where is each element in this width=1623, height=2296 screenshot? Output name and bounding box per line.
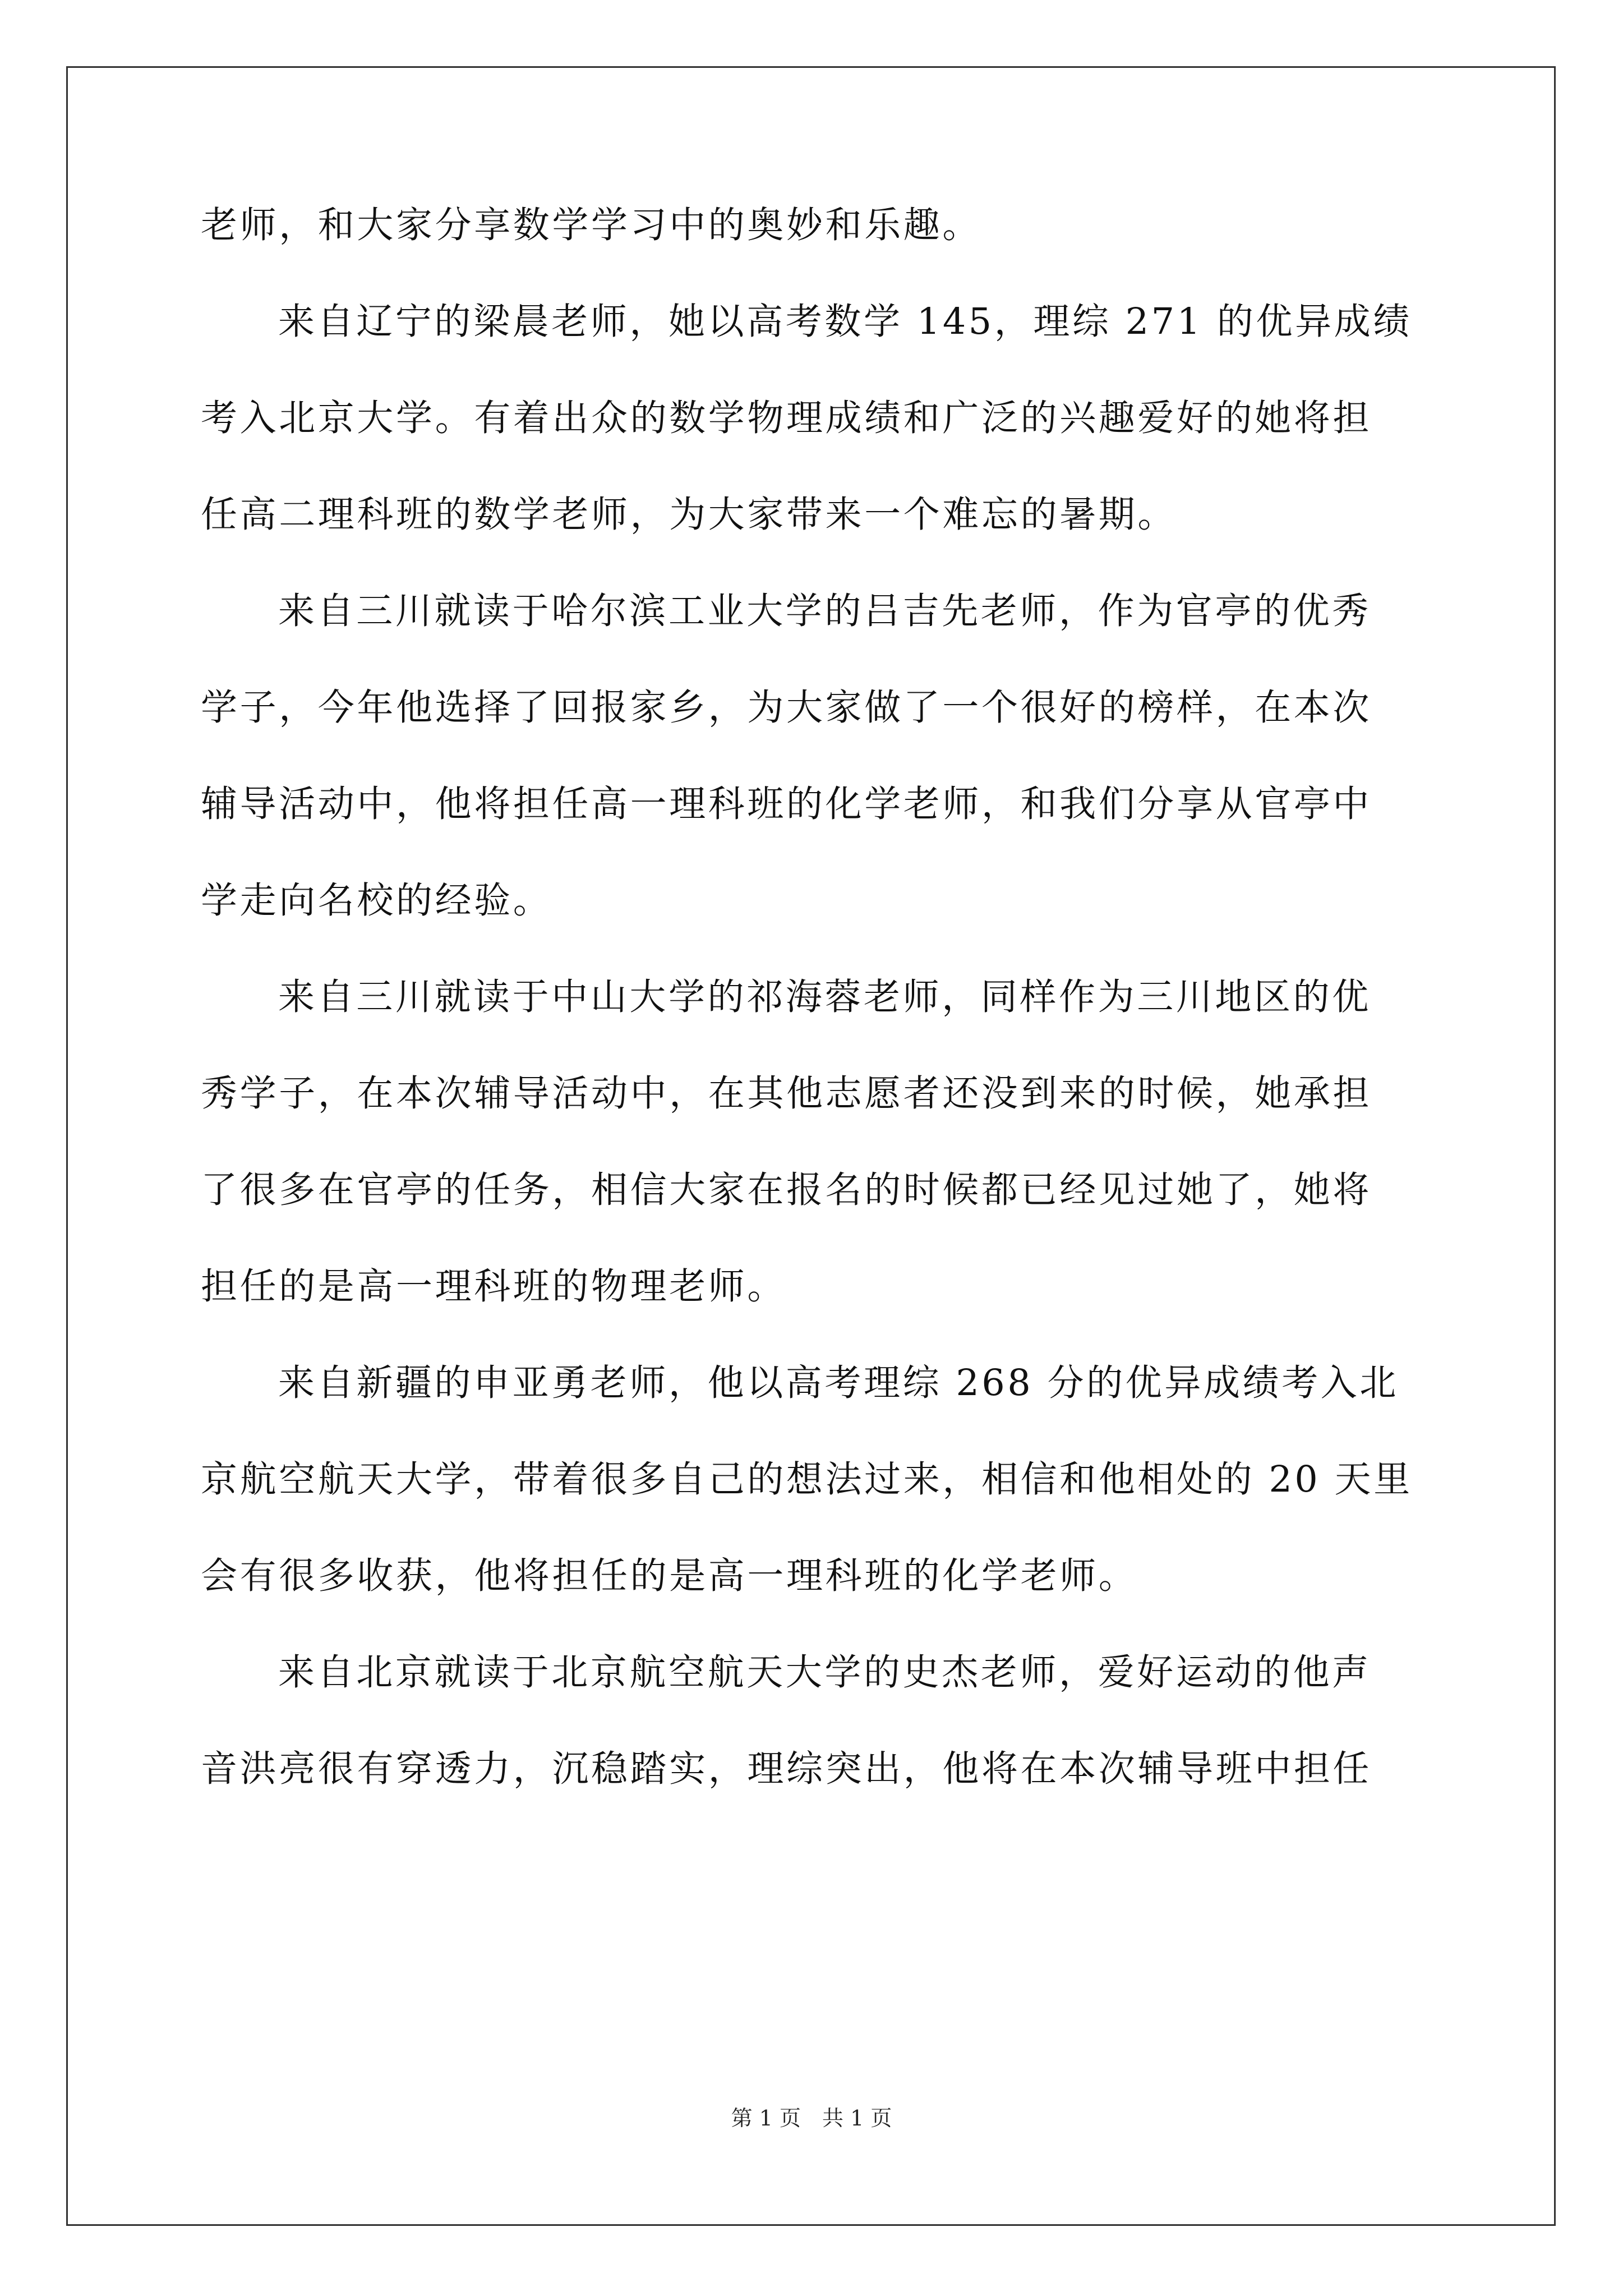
text-line: 担任的是高一理科班的物理老师。 xyxy=(201,1266,787,1308)
paragraph-first-line: 来自三川就读于哈尔滨工业大学的吕吉先老师，作为官亭的优秀 xyxy=(278,590,1371,632)
text-line: 老师，和大家分享数学学习中的奥妙和乐趣。 xyxy=(201,204,982,246)
text-line: 学子，今年他选择了回报家乡，为大家做了一个很好的榜样，在本次 xyxy=(201,687,1372,729)
text-line: 任高二理科班的数学老师，为大家带来一个难忘的暑期。 xyxy=(201,494,1177,536)
paragraph-first-line: 来自新疆的申亚勇老师，他以高考理综 268 分的优异成绩考入北 xyxy=(278,1362,1399,1404)
paragraph-first-line: 来自辽宁的梁晨老师，她以高考数学 145，理综 271 的优异成绩 xyxy=(278,301,1412,343)
document-body xyxy=(201,202,1423,1842)
text-line: 辅导活动中，他将担任高一理科班的化学老师，和我们分享从官亭中 xyxy=(201,783,1372,825)
text-line: 会有很多收获，他将担任的是高一理科班的化学老师。 xyxy=(201,1555,1138,1597)
text-line: 学走向名校的经验。 xyxy=(201,880,552,922)
text-line: 音洪亮很有穿透力，沉稳踏实，理综突出，他将在本次辅导班中担任 xyxy=(201,1748,1372,1790)
page-number-footer: 第 1 页 共 1 页 xyxy=(731,2106,892,2131)
text-line: 考入北京大学。有着出众的数学物理成绩和广泛的兴趣爱好的她将担 xyxy=(201,397,1372,439)
text-line: 京航空航天大学，带着很多自己的想法过来，相信和他相处的 20 天里 xyxy=(201,1458,1413,1501)
text-line: 了很多在官亭的任务，相信大家在报名的时候都已经见过她了，她将 xyxy=(201,1169,1372,1211)
text-line: 秀学子，在本次辅导活动中，在其他志愿者还没到来的时候，她承担 xyxy=(201,1073,1372,1115)
paragraph-first-line: 来自三川就读于中山大学的祁海蓉老师，同样作为三川地区的优 xyxy=(278,976,1371,1018)
paragraph-first-line: 来自北京就读于北京航空航天大学的史杰老师，爱好运动的他声 xyxy=(278,1651,1371,1694)
